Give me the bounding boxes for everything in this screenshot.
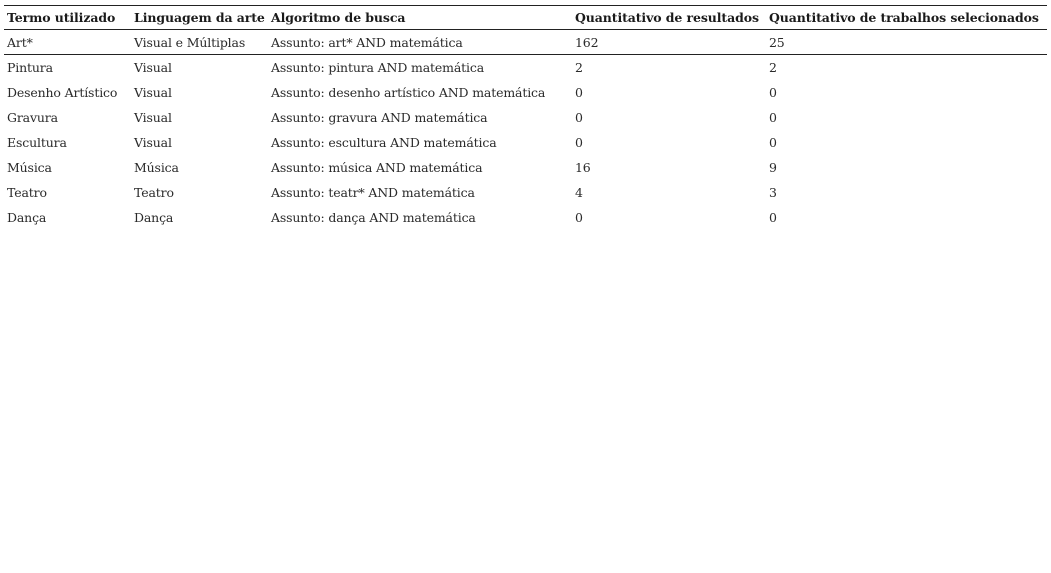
cell-algoritmo: Assunto: gravura AND matemática xyxy=(271,110,488,125)
table-row xyxy=(4,205,1047,230)
cell-resultados: 2 xyxy=(575,60,583,75)
cell-algoritmo: Assunto: escultura AND matemática xyxy=(271,135,497,150)
header-row xyxy=(4,6,1047,30)
table-body xyxy=(4,30,1047,231)
header-quantitativo-resultados: Quantitativo de resultados xyxy=(572,6,766,30)
cell-linguagem: Visual xyxy=(134,135,172,150)
cell-algoritmo: Assunto: música AND matemática xyxy=(271,160,483,175)
cell-resultados: 162 xyxy=(572,30,766,55)
cell-selecionados: 0 xyxy=(769,210,777,225)
cell-termo: Pintura xyxy=(7,60,53,75)
cell-selecionados: 0 xyxy=(769,85,777,100)
table-header xyxy=(4,6,1047,30)
cell-linguagem: Música xyxy=(134,160,179,175)
cell-linguagem: Dança xyxy=(134,210,174,225)
cell-linguagem: Visual xyxy=(134,85,172,100)
table-row xyxy=(4,105,1047,130)
cell-selecionados: 0 xyxy=(769,110,777,125)
search-results-table xyxy=(4,5,1047,230)
cell-termo: Desenho Artístico xyxy=(7,85,118,100)
search-results-table-container xyxy=(4,5,1047,230)
cell-algoritmo: Assunto: pintura AND matemática xyxy=(271,60,485,75)
cell-resultados: 0 xyxy=(575,135,583,150)
cell-termo: Gravura xyxy=(7,110,58,125)
cell-selecionados: 2 xyxy=(769,60,777,75)
cell-linguagem: Visual xyxy=(134,60,172,75)
table-row xyxy=(4,130,1047,155)
cell-termo: Art* xyxy=(4,30,131,55)
table-row xyxy=(4,55,1047,81)
header-quantitativo-trabalhos: Quantitativo de trabalhos selecionados xyxy=(766,6,1047,30)
header-linguagem-da-arte: Linguagem da arte xyxy=(131,6,268,30)
table-row xyxy=(4,30,1047,55)
cell-linguagem: Visual xyxy=(134,110,172,125)
cell-selecionados: 9 xyxy=(769,160,777,175)
header-termo-utilizado: Termo utilizado xyxy=(4,6,131,30)
cell-resultados: 16 xyxy=(575,160,591,175)
cell-algoritmo: Assunto: teatr* AND matemática xyxy=(271,185,475,200)
cell-resultados: 0 xyxy=(575,110,583,125)
table-row xyxy=(4,155,1047,180)
cell-termo: Escultura xyxy=(7,135,67,150)
cell-resultados: 4 xyxy=(575,185,583,200)
cell-algoritmo: Assunto: art* AND matemática xyxy=(268,30,572,55)
cell-selecionados: 3 xyxy=(769,185,777,200)
cell-termo: Música xyxy=(7,160,52,175)
cell-linguagem: Visual e Múltiplas xyxy=(131,30,268,55)
header-algoritmo-de-busca: Algoritmo de busca xyxy=(268,6,572,30)
cell-algoritmo: Assunto: dança AND matemática xyxy=(271,210,476,225)
cell-termo: Dança xyxy=(7,210,47,225)
cell-resultados: 0 xyxy=(575,85,583,100)
cell-selecionados: 0 xyxy=(769,135,777,150)
table-row xyxy=(4,180,1047,205)
cell-resultados: 0 xyxy=(575,210,583,225)
cell-selecionados: 25 xyxy=(766,30,1047,55)
cell-algoritmo: Assunto: desenho artístico AND matemática xyxy=(271,85,546,100)
cell-termo: Teatro xyxy=(7,185,47,200)
table-row xyxy=(4,80,1047,105)
cell-linguagem: Teatro xyxy=(134,185,174,200)
